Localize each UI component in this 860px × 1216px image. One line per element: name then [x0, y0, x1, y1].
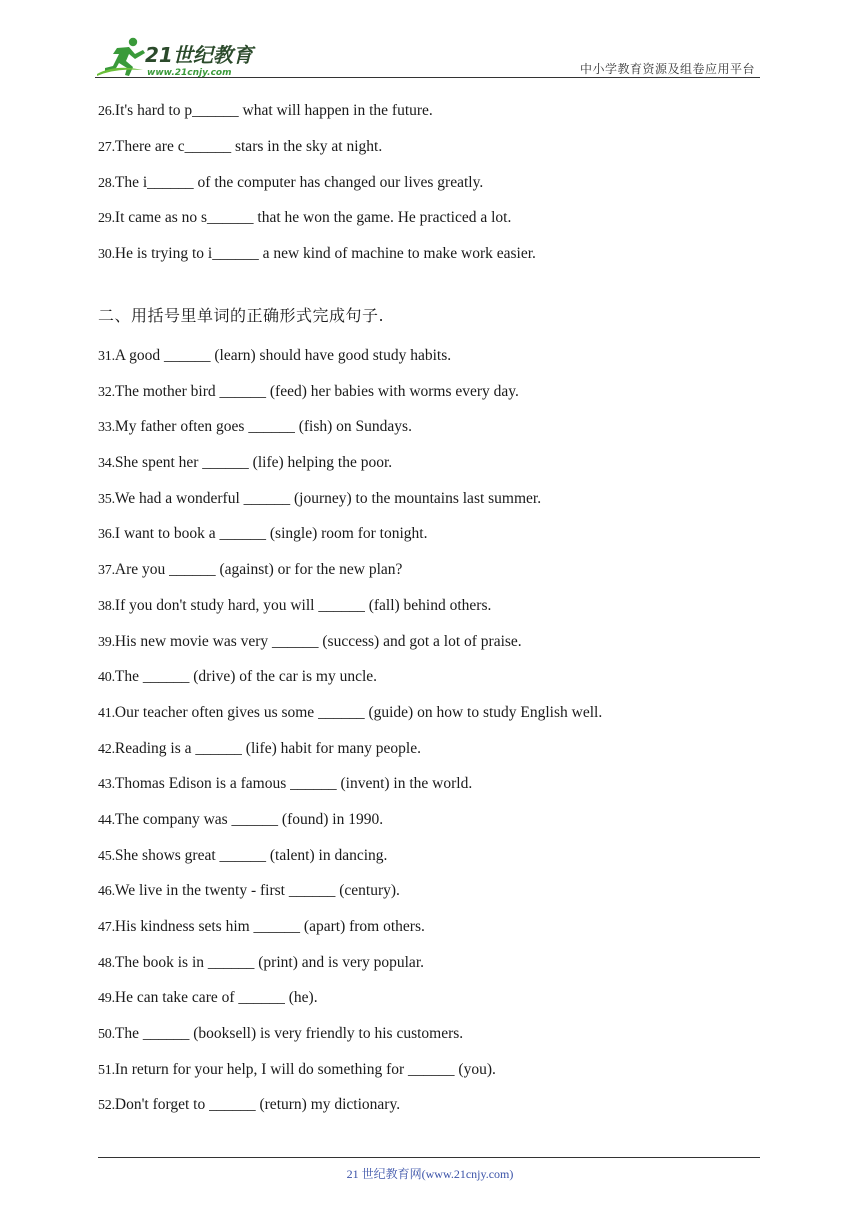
question-text: He is trying to i______ a new kind of machine to make work easier.: [114, 245, 536, 263]
question-item: [98, 1024, 758, 1043]
question-item: [98, 560, 758, 579]
question-item: [98, 244, 758, 263]
runner-icon: [97, 38, 145, 76]
question-item: [98, 382, 758, 401]
question-number: 37.: [98, 563, 115, 579]
question-item: [98, 1060, 758, 1079]
question-item: [98, 524, 758, 543]
question-number: 35.: [98, 491, 115, 507]
question-text: We had a wonderful ______ (journey) to the mountains last summer.: [114, 489, 542, 507]
question-number: 36.: [98, 527, 115, 543]
question-text: Are you ______ (against) or for the new plan?: [114, 561, 403, 579]
question-number: 29.: [98, 211, 115, 227]
question-number: 44.: [98, 812, 115, 828]
question-text: I want to book a ______ (single) room for tonight.: [114, 525, 428, 543]
question-item: [98, 208, 758, 227]
question-number: 52.: [98, 1098, 115, 1114]
question-number: 33.: [98, 420, 115, 436]
question-text: Our teacher often gives us some ______ (guide) on how to study English well.: [114, 703, 603, 721]
question-item: [98, 774, 758, 793]
question-number: 27.: [98, 139, 115, 155]
question-item: [98, 101, 758, 120]
question-text: Thomas Edison is a famous ______ (invent) in the world.: [114, 775, 473, 793]
question-number: 46.: [98, 884, 115, 900]
header-divider: [95, 77, 760, 78]
question-number: 26.: [98, 104, 115, 119]
question-item: [98, 917, 758, 936]
question-number: 40.: [98, 670, 115, 686]
question-item: [98, 489, 758, 508]
question-text: The mother bird ______ (feed) her babies with worms every day.: [114, 382, 519, 400]
question-item: [98, 703, 758, 722]
question-text: We live in the twenty - first ______ (century).: [114, 882, 400, 900]
question-number: 42.: [98, 741, 115, 757]
question-text: It came as no s______ that he won the game. He practiced a lot.: [114, 209, 512, 227]
question-list-part2: [98, 346, 758, 1131]
question-number: 30.: [98, 247, 115, 263]
question-number: 41.: [98, 705, 115, 721]
question-item: [98, 667, 758, 686]
question-item: [98, 953, 758, 972]
question-number: 43.: [98, 777, 115, 793]
question-text: She shows great ______ (talent) in dancing.: [114, 846, 388, 864]
question-number: 32.: [98, 384, 115, 400]
question-number: 49.: [98, 991, 115, 1007]
question-item: [98, 846, 758, 865]
question-number: 39.: [98, 634, 115, 650]
question-text: In return for your help, I will do something for ______ (you).: [114, 1060, 496, 1078]
question-text: The ______ (drive) of the car is my uncle.: [114, 668, 378, 686]
question-item: [98, 810, 758, 829]
question-text: He can take care of ______ (he).: [114, 989, 318, 1007]
question-text: She spent her ______ (life) helping the poor.: [114, 454, 393, 472]
question-item: [98, 1095, 758, 1114]
question-item: [98, 453, 758, 472]
question-item: [98, 137, 758, 156]
question-number: 47.: [98, 920, 115, 935]
question-number: 50.: [98, 1027, 115, 1043]
question-text: A good ______ (learn) should have good study habits.: [114, 347, 452, 364]
question-list-part1: [98, 101, 758, 280]
question-number: 31.: [98, 349, 115, 364]
question-number: 38.: [98, 598, 115, 614]
question-number: 45.: [98, 848, 115, 864]
question-text: Don't forget to ______ (return) my dictionary.: [114, 1096, 401, 1114]
logo-url-text: www.21cnjy.com: [147, 68, 232, 78]
header-platform-label: 中小学教育资源及组卷应用平台: [579, 62, 755, 76]
question-item: [98, 739, 758, 758]
question-text: My father often goes ______ (fish) on Sundays.: [114, 418, 412, 436]
question-text: The company was ______ (found) in 1990.: [114, 810, 384, 828]
question-text: His kindness sets him ______ (apart) from others.: [114, 918, 425, 935]
question-text: It's hard to p______ what will happen in the future.: [114, 102, 433, 119]
question-item: [98, 632, 758, 651]
question-text: His new movie was very ______ (success) and got a lot of praise.: [114, 632, 522, 650]
question-item: [98, 417, 758, 436]
logo-text: 21世纪教育: [145, 43, 253, 67]
question-number: 28.: [98, 175, 115, 191]
question-text: There are c______ stars in the sky at night.: [114, 137, 383, 155]
question-text: The ______ (booksell) is very friendly to his customers.: [114, 1025, 464, 1043]
page-header: [95, 30, 760, 78]
question-item: [98, 988, 758, 1007]
question-number: 48.: [98, 955, 115, 971]
question-item: [98, 173, 758, 192]
question-item: [98, 596, 758, 615]
footer-divider: [98, 1157, 760, 1158]
logo: [95, 34, 265, 78]
question-text: The book is in ______ (print) and is very popular.: [114, 953, 424, 971]
section-title: 二、用括号里单词的正确形式完成句子.: [98, 306, 385, 325]
question-number: 51.: [98, 1062, 115, 1078]
question-item: [98, 346, 758, 365]
question-text: Reading is a ______ (life) habit for many people.: [114, 739, 421, 757]
question-text: The i______ of the computer has changed our lives greatly.: [114, 173, 484, 191]
footer-text: 21 世纪教育网(www.21cnjy.com): [346, 1167, 514, 1181]
question-text: If you don't study hard, you will ______ (fall) behind others.: [114, 596, 492, 614]
question-item: [98, 881, 758, 900]
question-number: 34.: [98, 456, 115, 472]
